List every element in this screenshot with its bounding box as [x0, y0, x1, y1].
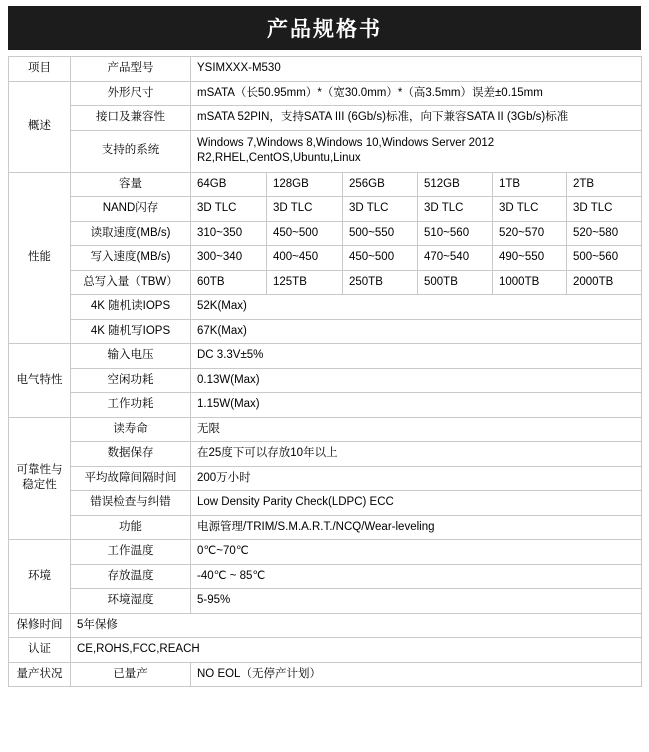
value-nand-6: 3D TLC — [567, 197, 642, 222]
category-electrical: 电气特性 — [9, 344, 71, 418]
label-model: 产品型号 — [71, 57, 191, 82]
category-reliability — [9, 417, 71, 540]
spec-sheet — [0, 6, 649, 687]
label-os: 支持的系统 — [71, 130, 191, 172]
value-capacity-1: 64GB — [191, 172, 267, 197]
label-capacity: 容量 — [71, 172, 191, 197]
value-mtbf: 200万小时 — [191, 466, 642, 491]
value-capacity-3: 256GB — [343, 172, 418, 197]
value-write-6: 500~560 — [567, 246, 642, 271]
label-write-speed: 写入速度(MB/s) — [71, 246, 191, 271]
category-certification: 认证 — [9, 638, 71, 663]
value-read-life: 无限 — [191, 417, 642, 442]
table-row — [9, 638, 642, 663]
page-title: 产品规格书 — [267, 18, 382, 41]
value-nand-5: 3D TLC — [493, 197, 567, 222]
table-row — [9, 589, 642, 614]
value-model: YSIMXXX-M530 — [191, 57, 642, 82]
table-row — [9, 368, 642, 393]
value-production-status: NO EOL（无停产计划） — [191, 662, 642, 687]
page-title-bar — [8, 6, 641, 50]
category-reliability-label: 可靠性与稳定性 — [16, 463, 63, 492]
value-os: Windows 7,Windows 8,Windows 10,Windows Server 2012 R2,RHEL,CentOS,Ubuntu,Linux — [191, 130, 642, 172]
value-certification: CE,ROHS,FCC,REACH — [71, 638, 642, 663]
label-ecc: 错误检查与纠错 — [71, 491, 191, 516]
value-random-read-iops: 52K(Max) — [191, 295, 642, 320]
table-row — [9, 172, 642, 197]
table-row — [9, 270, 642, 295]
value-read-4: 510~560 — [418, 221, 493, 246]
label-idle-power: 空闲功耗 — [71, 368, 191, 393]
table-row — [9, 662, 642, 687]
value-tbw-4: 500TB — [418, 270, 493, 295]
table-row — [9, 130, 642, 172]
label-humidity: 环境湿度 — [71, 589, 191, 614]
value-tbw-5: 1000TB — [493, 270, 567, 295]
value-retention: 在25度下可以存放10年以上 — [191, 442, 642, 467]
label-function: 功能 — [71, 515, 191, 540]
table-row — [9, 57, 642, 82]
value-active-power: 1.15W(Max) — [191, 393, 642, 418]
value-warranty: 5年保修 — [71, 613, 642, 638]
table-row — [9, 221, 642, 246]
table-row — [9, 319, 642, 344]
value-write-2: 400~450 — [267, 246, 343, 271]
table-row — [9, 515, 642, 540]
table-row — [9, 344, 642, 369]
table-row — [9, 106, 642, 131]
value-write-3: 450~500 — [343, 246, 418, 271]
value-store-temp: -40℃ ~ 85℃ — [191, 564, 642, 589]
label-work-temp: 工作温度 — [71, 540, 191, 565]
category-environment: 环境 — [9, 540, 71, 614]
label-tbw: 总写入量（TBW） — [71, 270, 191, 295]
value-random-write-iops: 67K(Max) — [191, 319, 642, 344]
label-interface: 接口及兼容性 — [71, 106, 191, 131]
value-voltage: DC 3.3V±5% — [191, 344, 642, 369]
table-row — [9, 197, 642, 222]
category-performance: 性能 — [9, 172, 71, 344]
table-row — [9, 246, 642, 271]
table-row — [9, 295, 642, 320]
value-write-5: 490~550 — [493, 246, 567, 271]
value-write-1: 300~340 — [191, 246, 267, 271]
value-dimension: mSATA（长50.95mm）*（宽30.0mm）*（高3.5mm）误差±0.15mm — [191, 81, 642, 106]
category-overview: 概述 — [9, 81, 71, 172]
label-store-temp: 存放温度 — [71, 564, 191, 589]
value-humidity: 5-95% — [191, 589, 642, 614]
table-row — [9, 417, 642, 442]
category-production: 量产状况 — [9, 662, 71, 687]
value-capacity-2: 128GB — [267, 172, 343, 197]
label-dimension: 外形尺寸 — [71, 81, 191, 106]
value-read-1: 310~350 — [191, 221, 267, 246]
value-read-3: 500~550 — [343, 221, 418, 246]
value-tbw-2: 125TB — [267, 270, 343, 295]
value-capacity-4: 512GB — [418, 172, 493, 197]
specification-table — [8, 56, 642, 687]
label-read-life: 读寿命 — [71, 417, 191, 442]
label-voltage: 输入电压 — [71, 344, 191, 369]
label-read-speed: 读取速度(MB/s) — [71, 221, 191, 246]
value-tbw-6: 2000TB — [567, 270, 642, 295]
value-nand-4: 3D TLC — [418, 197, 493, 222]
label-active-power: 工作功耗 — [71, 393, 191, 418]
value-tbw-3: 250TB — [343, 270, 418, 295]
value-nand-1: 3D TLC — [191, 197, 267, 222]
value-write-4: 470~540 — [418, 246, 493, 271]
table-row — [9, 442, 642, 467]
value-capacity-5: 1TB — [493, 172, 567, 197]
label-retention: 数据保存 — [71, 442, 191, 467]
table-row — [9, 540, 642, 565]
table-row — [9, 564, 642, 589]
category-item: 项目 — [9, 57, 71, 82]
table-row — [9, 393, 642, 418]
value-nand-3: 3D TLC — [343, 197, 418, 222]
value-read-2: 450~500 — [267, 221, 343, 246]
value-work-temp: 0℃~70℃ — [191, 540, 642, 565]
category-warranty: 保修时间 — [9, 613, 71, 638]
label-production-status: 已量产 — [71, 662, 191, 687]
label-mtbf: 平均故障间隔时间 — [71, 466, 191, 491]
value-function: 电源管理/TRIM/S.M.A.R.T./NCQ/Wear-leveling — [191, 515, 642, 540]
value-read-5: 520~570 — [493, 221, 567, 246]
table-row — [9, 613, 642, 638]
value-capacity-6: 2TB — [567, 172, 642, 197]
value-nand-2: 3D TLC — [267, 197, 343, 222]
value-idle-power: 0.13W(Max) — [191, 368, 642, 393]
value-ecc: Low Density Parity Check(LDPC) ECC — [191, 491, 642, 516]
label-random-write-iops: 4K 随机写IOPS — [71, 319, 191, 344]
value-read-6: 520~580 — [567, 221, 642, 246]
table-row — [9, 491, 642, 516]
label-random-read-iops: 4K 随机读IOPS — [71, 295, 191, 320]
label-nand: NAND闪存 — [71, 197, 191, 222]
table-row — [9, 81, 642, 106]
value-interface: mSATA 52PIN，支持SATA III (6Gb/s)标准，向下兼容SATA II (3Gb/s)标准 — [191, 106, 642, 131]
value-tbw-1: 60TB — [191, 270, 267, 295]
table-row — [9, 466, 642, 491]
